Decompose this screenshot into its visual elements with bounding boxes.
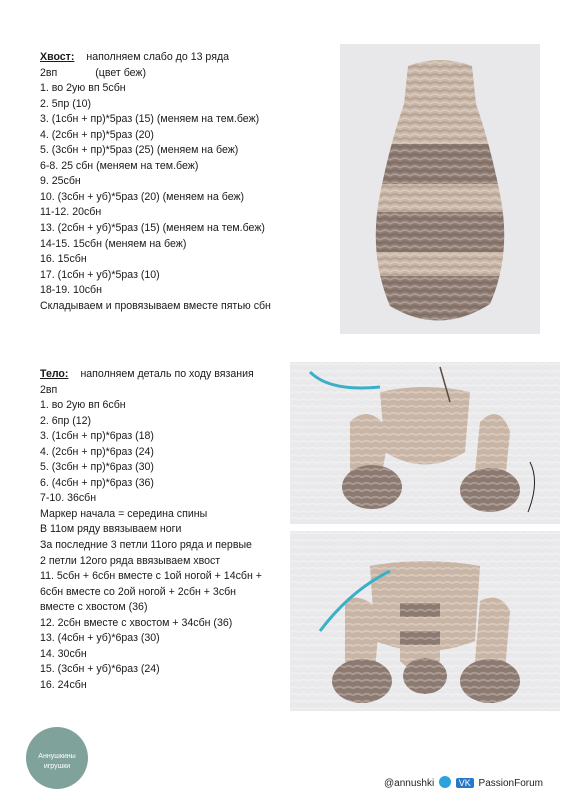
tail-note: наполняем слабо до 13 ряда — [86, 51, 230, 63]
tail-start-line — [40, 66, 340, 82]
body-row: За последние 3 петли 11ого ряда и первые — [40, 539, 252, 552]
body-row: 11. 5сбн + 6сбн вместе с 1ой ногой + 14сбн + — [40, 570, 262, 583]
body-row: 14. 30сбн — [40, 647, 87, 660]
body-photo-tail — [290, 531, 560, 711]
body-row: 6. (4сбн + пр)*6раз (36) — [40, 476, 154, 489]
brand-logo — [26, 727, 88, 789]
tail-row: 16. 15сбн — [40, 253, 87, 266]
body-row: 6сбн вместе со 2ой ногой + 2сбн + 3сбн — [40, 585, 237, 598]
body-row: 7-10. 36сбн — [40, 492, 97, 505]
tail-row: 13. (2сбн + уб)*5раз (15) (меняем на тем.беж) — [40, 222, 265, 235]
tail-row: 18-19. 10сбн — [40, 284, 102, 297]
body-row: 1. во 2ую вп 6сбн — [40, 399, 126, 412]
vk-logo: VK — [456, 778, 474, 788]
tail-row: 11-12. 20сбн — [40, 206, 102, 219]
tail-row: 2. 5пр (10) — [40, 97, 92, 110]
telegram-icon — [439, 776, 451, 788]
tail-row: 3. (1сбн + пр)*5раз (15) (меняем на тем.беж) — [40, 113, 260, 126]
tail-photo — [340, 44, 540, 334]
tail-row: 5. (3сбн + пр)*5раз (25) (меняем на беж) — [40, 144, 239, 157]
body-row: 2. 6пр (12) — [40, 414, 92, 427]
tail-row: 14-15. 15сбн (меняем на беж) — [40, 237, 187, 250]
body-rows — [40, 383, 290, 694]
tail-row: 17. (1сбн + уб)*5раз (10) — [40, 268, 160, 281]
body-row: 12. 2сбн вместе с хвостом + 34сбн (36) — [40, 616, 233, 629]
footer-site: PassionForum — [478, 778, 544, 789]
logo-line2: игрушки — [43, 763, 71, 770]
body-row: Маркер начала = середина спины — [40, 507, 208, 520]
logo-line1: Аннушкины — [38, 753, 76, 760]
body-row: 3. (1сбн + пр)*6раз (18) — [40, 430, 154, 443]
tail-row: 9. 25сбн — [40, 175, 81, 188]
footer-handle: @annushki — [384, 778, 435, 789]
tail-row: 4. (2сбн + пр)*5раз (20) — [40, 128, 154, 141]
tail-header-line — [40, 50, 340, 66]
body-row: вместе с хвостом (36) — [40, 601, 148, 614]
body-row: 5. (3сбн + пр)*6раз (30) — [40, 461, 154, 474]
tail-start: 2вп — [40, 66, 58, 79]
body-row: 16. 24сбн — [40, 678, 87, 691]
body-row: 15. (3сбн + уб)*6раз (24) — [40, 663, 160, 676]
tail-heading: Хвост: — [40, 51, 75, 63]
body-heading: Тело: — [40, 368, 69, 380]
body-row: В 11ом ряду ввязываем ноги — [40, 523, 182, 536]
body-row: 4. (2сбн + пр)*6раз (24) — [40, 445, 154, 458]
body-note: наполняем деталь по ходу вязания — [80, 368, 254, 380]
tail-rows — [40, 81, 340, 314]
body-header-line — [40, 367, 290, 383]
tail-section — [40, 50, 340, 314]
tail-row: 1. во 2ую вп 5сбн — [40, 82, 126, 95]
body-row: 2вп — [40, 383, 58, 396]
tail-row: 10. (3сбн + уб)*5раз (20) (меняем на беж) — [40, 190, 245, 203]
body-row: 2 петли 12ого ряда ввязываем хвост — [40, 554, 221, 567]
tail-row: Складываем и провязываем вместе пятью сбн — [40, 299, 271, 312]
tail-start-note: (цвет беж) — [95, 66, 147, 79]
body-row: 13. (4сбн + уб)*6раз (30) — [40, 632, 160, 645]
tail-row: 6-8. 25 сбн (меняем на тем.беж) — [40, 159, 199, 172]
footer-credit — [384, 776, 543, 789]
body-photo-legs — [290, 362, 560, 524]
body-section — [40, 367, 290, 693]
